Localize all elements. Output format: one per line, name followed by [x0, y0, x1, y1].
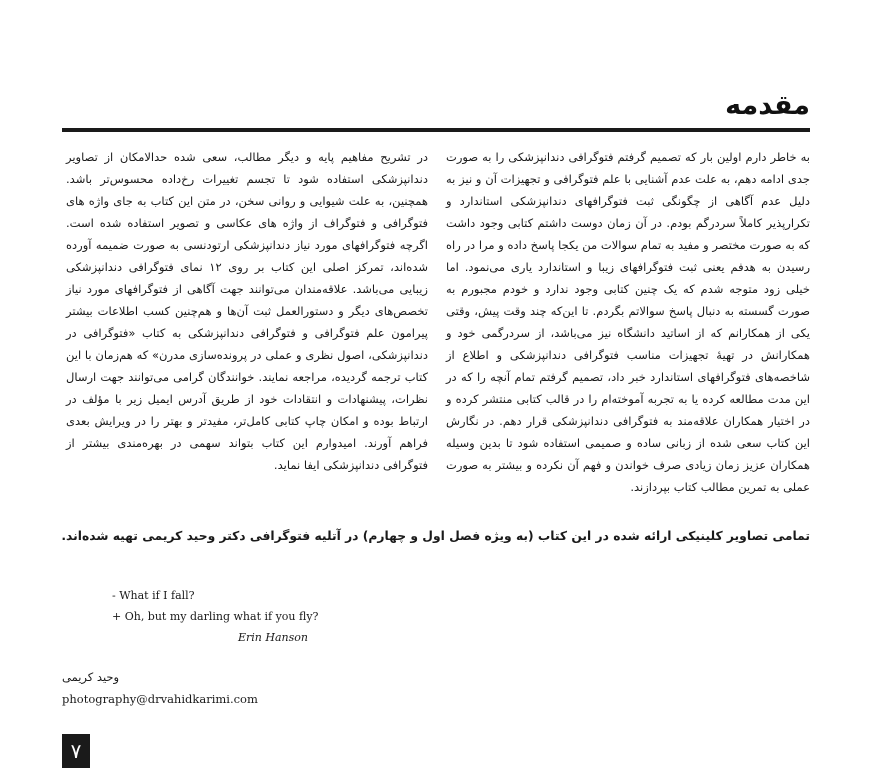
signature-name: وحید کریمی — [62, 670, 120, 684]
page-number: ۷ — [62, 734, 90, 768]
heading-rule — [62, 128, 810, 132]
quote-line-2: + Oh, but my darling what if you fly? — [112, 610, 319, 623]
page-heading: مقدمه — [725, 90, 810, 121]
paragraph-left: در تشریح مفاهیم پایه و دیگر مطالب، سعی شده حدالامکان از تصاویر دندانپزشکی استفاده شود تا تجسم تغییرات رخ‌داده محسوس‌تر باشد. همچنین، به علت شیوایی و روانی سخن، در متن این کتاب به جای واژه های فتوگرافی و فتوگراف از واژه های عکاسی و تصویر استفاده شده است. اگرچه فتوگرافهای مورد نیاز دندانپزشکی ارتودنسی به صورت ضمیمه آورده شده‌اند، تمرکز اصلی این کتاب بر روی ۱۲ نمای فتوگرافی دندانپزشکی زیبایی می‌باشد. علاقه‌مندان می‌توانند جهت آگاهی از فتوگرافهای مورد نیاز تخصص‌های دیگر و دستورالعمل ثبت آن‌ها و هم‌چنین کسب اطلاعات بیشتر پیرامون علم فتوگرافی و فتوگرافی دندانپزشکی به کتاب «فتوگرافی در دندانپزشکی، اصول نظری و عملی در پرونده‌سازی مدرن» که هم‌زمان با این کتاب ترجمه گردیده، مراجعه نمایند. خوانندگان گرامی می‌توانند جهت ارسال نظرات، پیشنهادات و انتقادات خود از طریق آدرس ایمیل زیر با مؤلف در ارتباط بوده و امکان چاپ کتابی کامل‌تر، مفیدتر و بهتر را در ویرایش بعدی فراهم آورند. امیدوارم این کتاب بتواند سهمی در بهره‌مندی بیشتر از فتوگرافی دندانپزشکی ایفا نماید. — [66, 150, 428, 472]
epigraph-quote — [112, 585, 318, 648]
paragraph-right: به خاطر دارم اولین بار که تصمیم گرفتم فتوگرافی دندانپزشکی را به صورت جدی ادامه دهم، به علت عدم آشنایی با علم فتوگرافی و تجهیزات آن و نیز به دلیل عدم آگاهی از چگونگی ثبت فتوگرافهای دندانپزشکی استاندارد و تکرارپذیر کاملاً سردرگم بودم. در آن زمان دوست داشتم کتابی وجود داشت که به صورت مختصر و مفید به تمام سوالات من یکجا پاسخ داده و مرا در راه رسیدن به هدفم یعنی ثبت فتوگرافهای زیبا و استاندارد یاری می‌نمود. اما خیلی زود متوجه شدم که یک چنین کتابی وجود ندارد و خودم مجبورم به صورت گسسته به دنبال پاسخ سوالاتم بگردم. تا این‌که چند وقت پیش، وقتی یکی از همکارانم که از اساتید دانشگاه نیز می‌باشد، از سردرگمی خود و همکارانش در تهیهٔ تجهیزات مناسب فتوگرافی دندانپزشکی و اطلاع از شاخصه‌های فتوگرافهای استاندارد خبر داد، تصمیم گرفتم تمام آنچه را که در این مدت مطالعه کرده یا به تجربه آموخته‌ام را در قالب کتابی منتشر کرده و در اختیار همکاران علاقه‌مند به فتوگرافی دندانپزشکی قرار دهم. در نگارش این کتاب سعی شده از زبانی ساده و صمیمی استفاده شود تا بدین وسیله همکاران عزیز زمان زیادی صرف خواندن و فهم آن نکرده و بیشتر به صورت عملی به تمرین مطالب کتاب بپردازند. — [446, 150, 810, 494]
text-column-left — [66, 146, 428, 476]
quote-author: Erin Hanson — [238, 631, 308, 644]
signature-email: photography@drvahidkarimi.com — [62, 692, 258, 706]
text-column-right — [446, 146, 810, 498]
quote-line-1: - What if I fall? — [112, 589, 195, 602]
image-credit-note: تمامی تصاویر کلینیکی ارائه شده در این کتاب (به ویژه فصل اول و چهارم) در آتلیه فتوگرافی دکتر وحید کریمی تهیه شده‌اند. — [61, 529, 810, 543]
